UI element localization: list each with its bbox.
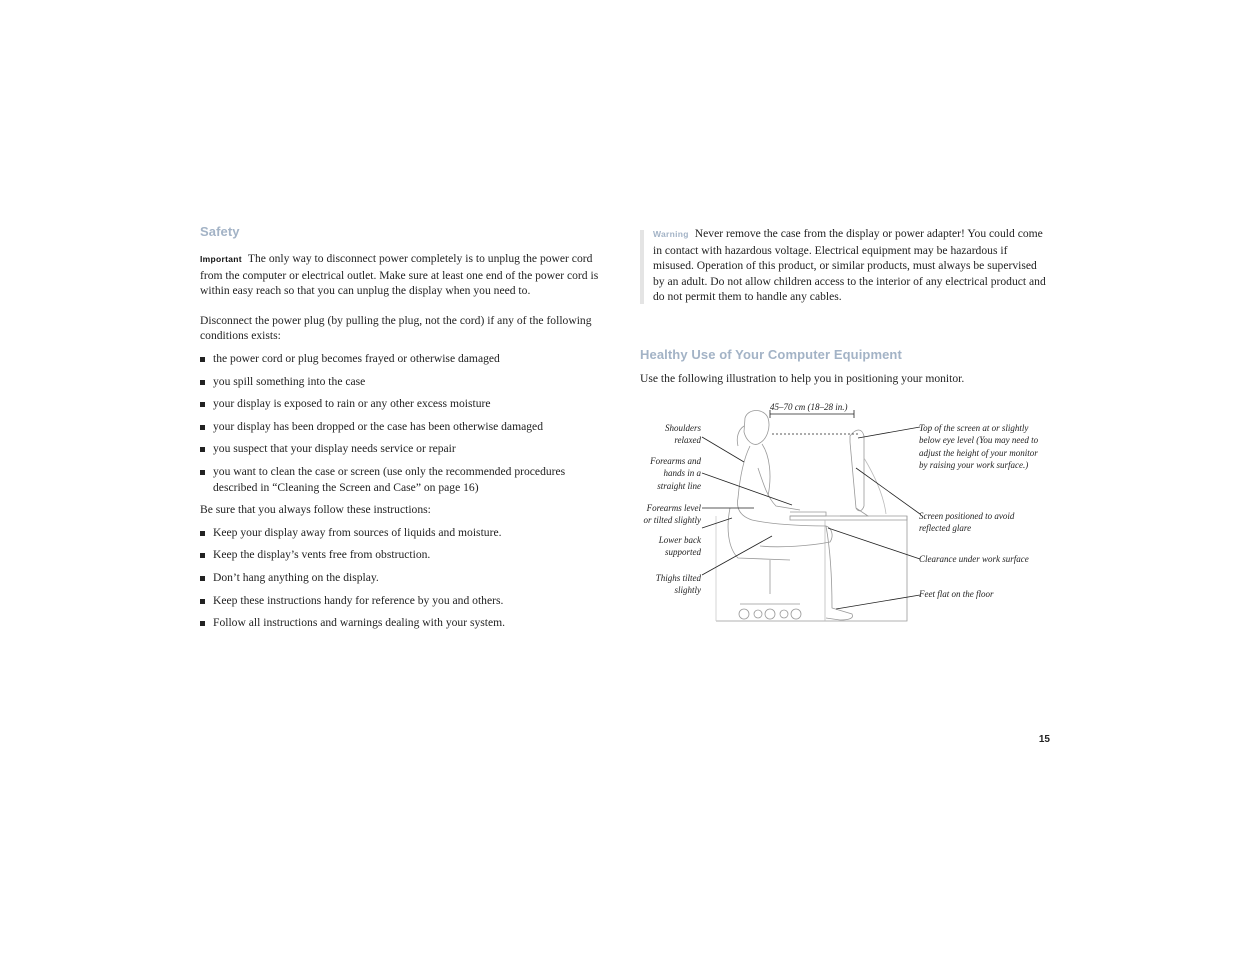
important-paragraph — [200, 251, 605, 299]
important-label: Important — [200, 254, 242, 264]
health-heading: Healthy Use of Your Computer Equipment — [640, 346, 902, 362]
page-number: 15 — [1038, 734, 1050, 745]
health-section — [640, 226, 1050, 387]
distance-label: 45–70 cm (18–28 in.) — [770, 402, 848, 412]
warning-box — [640, 226, 1050, 305]
ergonomics-illustration — [640, 398, 1050, 623]
caption-top-of-screen: Top of the screen at or slightly below eye level (You may need to adjust the height of your monitor by raising your work surface.) — [919, 423, 1039, 471]
instructions-list — [200, 525, 605, 631]
list-item: you want to clean the case or screen (use only the recommended procedures described in “Cleaning the Screen and Case” on page 16) — [200, 464, 605, 495]
list-item: you spill something into the case — [200, 374, 605, 390]
caption-feet: Feet flat on the floor — [919, 589, 994, 599]
list-item: Don’t hang anything on the display. — [200, 570, 605, 586]
list-item: the power cord or plug becomes frayed or otherwise damaged — [200, 351, 605, 367]
caption-forearms-level: Forearms level or tilted slightly — [643, 503, 701, 526]
conditions-list — [200, 351, 605, 495]
list-item: Keep the display’s vents free from obstruction. — [200, 547, 605, 563]
important-text: The only way to disconnect power completely is to unplug the power cord from the computer or electrical outlet. Make sure at least one end of the power cord is within easy reach so that you can unplug the display when you need to. — [200, 252, 599, 298]
list-item: your display is exposed to rain or any other excess moisture — [200, 396, 605, 412]
caption-screen-positioned: Screen positioned to avoid reflected glare — [919, 511, 1015, 534]
list-item: you suspect that your display needs service or repair — [200, 441, 605, 457]
instructions-intro: Be sure that you always follow these instructions: — [200, 503, 431, 517]
warning-bar — [640, 230, 644, 304]
safety-section — [200, 224, 605, 638]
caption-forearms-hands: Forearms and hands in a straight line — [650, 456, 701, 491]
warning-label: Warning — [653, 229, 689, 239]
list-item: Keep your display away from sources of liquids and moisture. — [200, 525, 605, 541]
caption-shoulders: Shoulders relaxed — [665, 423, 701, 446]
list-item: your display has been dropped or the case has been otherwise damaged — [200, 419, 605, 435]
safety-heading: Safety — [200, 224, 240, 239]
illustration-intro: Use the following illustration to help you in positioning your monitor. — [640, 371, 965, 385]
warning-text: Never remove the case from the display or power adapter! You could come in contact with hazardous voltage. Electrical equipment may be hazardous if misused. Operation of this product, or similar products, must always be supervised by an adult. Do not allow children access to the interior of any electrical product and do not permit them to handle any cables. — [653, 227, 1046, 304]
caption-lower-back: Lower back supported — [658, 535, 701, 558]
warning-paragraph — [653, 226, 1050, 305]
caption-clearance: Clearance under work surface — [919, 554, 1029, 564]
list-item: Follow all instructions and warnings dealing with your system. — [200, 615, 605, 631]
disconnect-intro: Disconnect the power plug (by pulling the plug, not the cord) if any of the following conditions exists: — [200, 313, 592, 343]
list-item: Keep these instructions handy for reference by you and others. — [200, 593, 605, 609]
caption-thighs: Thighs tilted slightly — [655, 573, 701, 596]
